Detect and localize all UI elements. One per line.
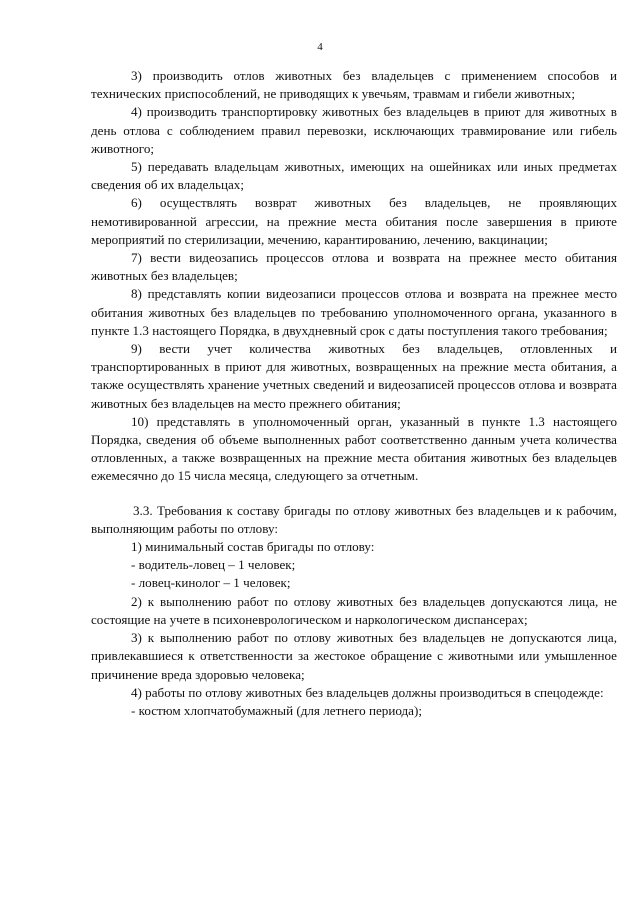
paragraph-item-3: 3) производить отлов животных без владельцев с применением способов и технических приспособлений, не приводящих к увечьям, травмам и гибели животных; [91, 68, 617, 102]
requirement-subitem-cotton-suit: - костюм хлопчатобумажный (для летнего периода); [131, 702, 422, 718]
requirement-item-1: 1) минимальный состав бригады по отлову: [131, 539, 375, 555]
section-heading-3-3: 3.3. Требования к составу бригады по отлову животных без владельцев и к рабочим, выполняющим работы по отлову: [91, 502, 617, 536]
requirement-item-3: 3) к выполнению работ по отлову животных без владельцев не допускаются лица, привлекавшиеся к ответственности за жестокое обращение с животными или умышленное причинение вреда здоровью человека; [91, 630, 617, 682]
paragraph-item-9: 9) вести учет количества животных без владельцев, отловленных и транспортированных в приют для животных, возвращенных на прежние места обитания, а также осуществлять хранение учетных сведений и видеозаписей процессов отлова и возврата животных без владельцев на место прежнего обитания; [91, 341, 617, 411]
section-spacer [91, 486, 617, 502]
requirement-subitem-driver: - водитель-ловец – 1 человек; [131, 557, 296, 573]
document-body [91, 67, 617, 720]
paragraph-item-6: 6) осуществлять возврат животных без владельцев, не проявляющих немотивированной агрессии, на прежние места обитания после завершения в приюте мероприятий по стерилизации, мечению, карантированию, лечению, вакцинации; [91, 195, 617, 247]
page-number: 4 [317, 41, 323, 53]
paragraph-item-10: 10) представлять в уполномоченный орган, указанный в пункте 1.3 настоящего Порядка, сведения об объеме выполненных работ соответственно данным учета количества отловленных, а также возвращенных на прежние места обитания животных без владельцев ежемесячно до 15 числа месяца, следующего за отчетным. [91, 413, 617, 484]
requirement-item-4: 4) работы по отлову животных без владельцев должны производиться в спецодежде: [131, 684, 604, 700]
paragraph-item-4: 4) производить транспортировку животных без владельцев в приют для животных в день отлова с соблюдением правил перевозки, исключающих травмирование или гибель животного; [91, 104, 617, 156]
requirement-item-2: 2) к выполнению работ по отлову животных без владельцев допускаются лица, не состоящие на учете в психоневрологическом и наркологическом диспансерах; [91, 593, 617, 627]
paragraph-item-5: 5) передавать владельцам животных, имеющих на ошейниках или иных предметах сведения об их владельцах; [91, 159, 617, 193]
paragraph-item-8: 8) представлять копии видеозаписи процессов отлова и возврата на прежнее место обитания животных без владельцев по требованию уполномоченного органа, указанного в пункте 1.3 настоящего Порядка, в двухдневный срок с даты поступления такого требования; [91, 286, 617, 338]
requirement-subitem-cynologist: - ловец-кинолог – 1 человек; [131, 575, 291, 591]
paragraph-item-7: 7) вести видеозапись процессов отлова и возврата на прежнее место обитания животных без владельцев; [91, 250, 617, 284]
